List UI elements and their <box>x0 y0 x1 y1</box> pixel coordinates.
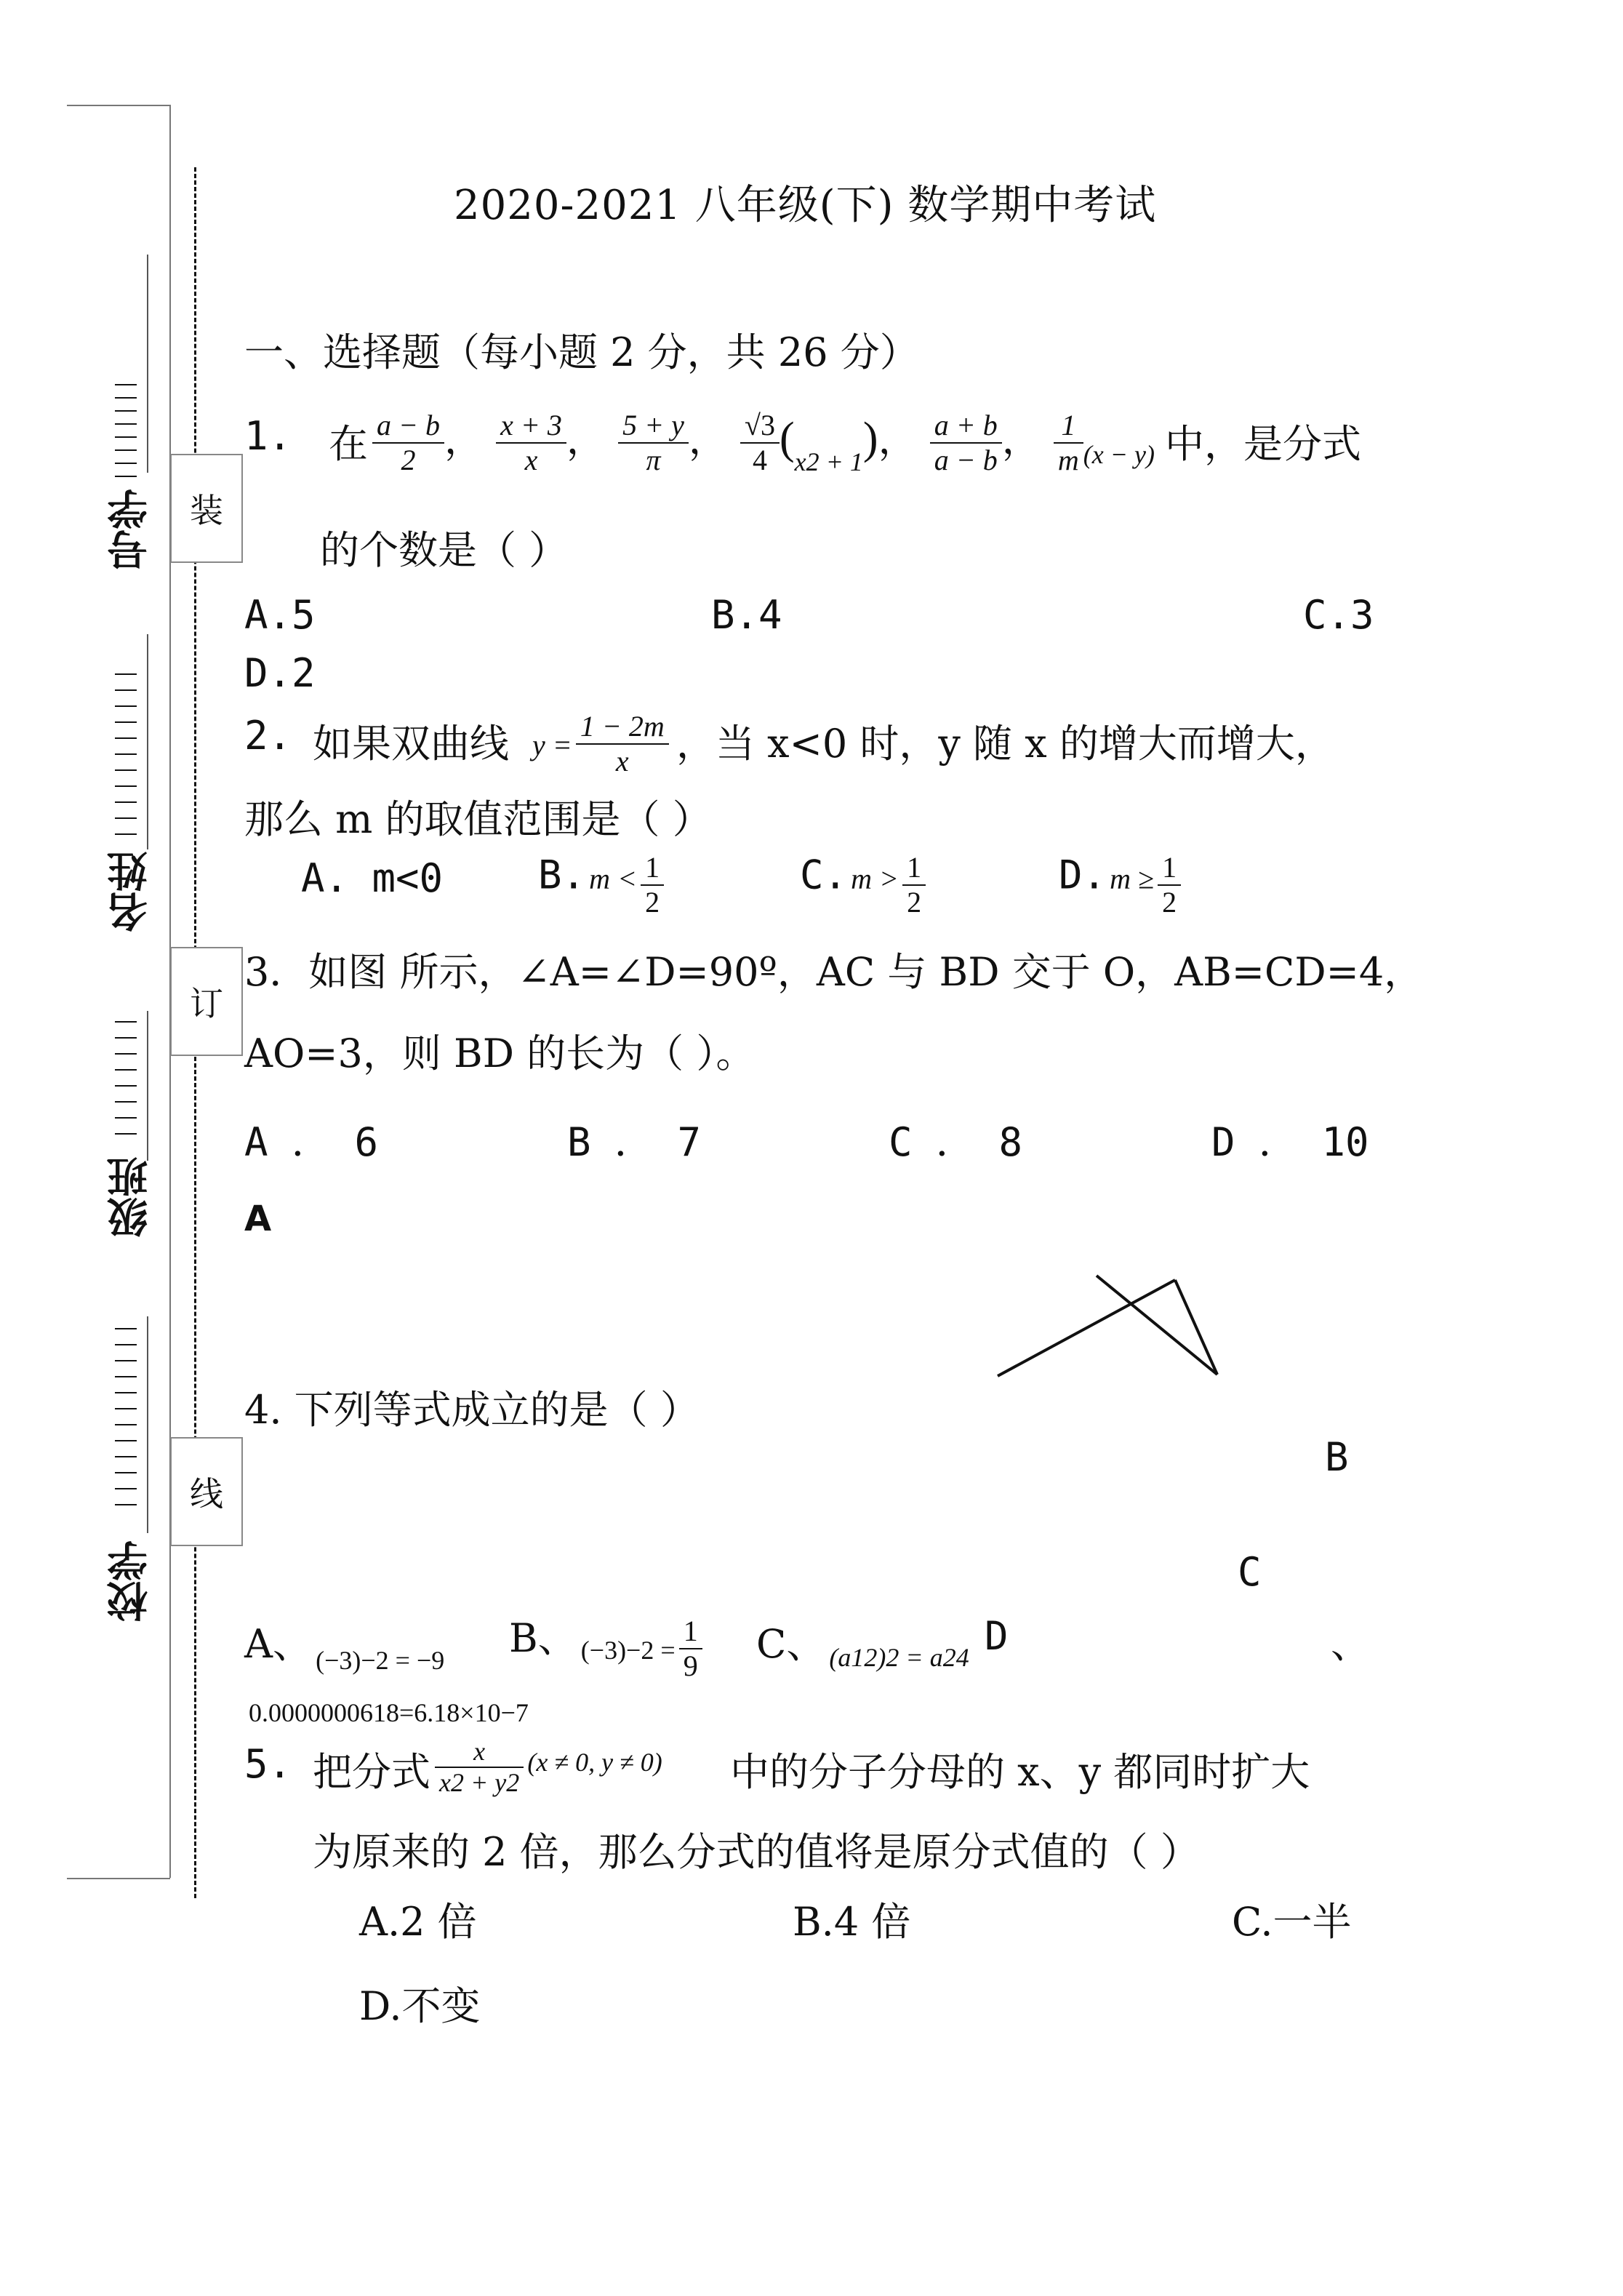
q2-option-d[interactable]: D. m ≥ $\frac{1}{2}$ <box>1059 851 1181 919</box>
q3-figure-side-cd <box>998 1276 1097 1376</box>
class-label: 级班 <box>107 1156 154 1238</box>
q4-option-b[interactable]: B、 (−3)−2 = $\frac{1}{9}$ <box>509 1607 702 1683</box>
q1-prefix: 在 <box>329 421 368 467</box>
q5-line-2: 为原来的 2 倍，那么分式的值将是原分式值的（ ） <box>313 1829 1200 1875</box>
q1-fraction-4: $\frac{√3}{4}$ <box>740 409 780 477</box>
binder-bottom-line <box>67 1878 170 1879</box>
binder-top-line <box>67 105 170 106</box>
seal-ding: 订 <box>170 947 243 1056</box>
school-label: 校学 <box>107 1540 154 1622</box>
section-heading: 一、选择题（每小题 2 分，共 26 分） <box>244 329 919 375</box>
seal-zhuang: 装 <box>170 454 243 563</box>
q5-option-c[interactable]: C.一半 <box>1232 1899 1352 1945</box>
exam-title: 2020-2021 八年级(下) 数学期中考试 <box>454 182 1157 229</box>
q2-equation: y = $\frac{1 - 2m}{x}$ <box>532 710 669 778</box>
q3-figure <box>989 1265 1229 1389</box>
q3-option-b[interactable]: B ． 7 <box>567 1119 702 1165</box>
q1-fraction-6: $\frac{1}{m}$ <box>1054 409 1083 477</box>
q1-option-a[interactable]: A.5 <box>244 592 316 638</box>
q1-fraction-3: $\frac{5 + y}{\pi}$ <box>618 409 689 477</box>
q2-prefix: 如果双曲线 <box>313 721 509 767</box>
q5-prefix: 把分式 <box>313 1749 430 1795</box>
q5-number: 5. <box>244 1741 292 1787</box>
name-label: 名姓 <box>107 851 154 932</box>
q3-option-d[interactable]: D ． 10 <box>1211 1119 1369 1165</box>
q2-number: 2. <box>244 713 292 759</box>
q3-option-a[interactable]: A ． 6 <box>244 1119 379 1165</box>
q2-option-c[interactable]: C. m > $\frac{1}{2}$ <box>800 851 926 919</box>
q1-option-d[interactable]: D.2 <box>244 650 316 696</box>
field-line-3 <box>147 1011 148 1161</box>
q4-option-a[interactable]: A、 (−3)−2 = −9 <box>244 1621 445 1675</box>
q1-expression-list: $\frac{a - b}{2}$ ， $\frac{x + 3}{x}$ ， $\frac{5 + y}{\pi}$ ， $\frac{√3}{4}$ $(_{x2 + 1})$， $\frac{a + b}{a - b}$ ， $\frac{1}{m}$ $_{(x - y)}$ <box>372 409 1155 477</box>
q2-suffix: ，当 x<0 时，y 随 x 的增大而增大， <box>676 721 1334 767</box>
q4-option-d-separator: 、 <box>1331 1621 1370 1667</box>
q4-line-1: 4. 下列等式成立的是（ ） <box>244 1387 700 1433</box>
q2-option-b[interactable]: B. m < $\frac{1}{2}$ <box>538 851 664 919</box>
q5-suffix: 中的分子分母的 x、y 都同时扩大 <box>730 1749 1310 1795</box>
q3-line-1: 3．如图 所示，∠A=∠D=90º，AC 与 BD 交于 O，AB=CD=4， <box>244 949 1424 995</box>
q2-line-2: 那么 m 的取值范围是（ ） <box>244 796 712 842</box>
q3-line-2: AO=3，则 BD 的长为（ ）。 <box>244 1031 756 1076</box>
q2-fraction: $\frac{1 - 2m}{x}$ <box>576 710 669 778</box>
q1-option-c[interactable]: C.3 <box>1303 592 1374 638</box>
q5-fraction-expression: $\frac{x}{x2 + y2}$ (x ≠ 0, y ≠ 0) <box>435 1737 662 1799</box>
q1-number: 1. <box>244 413 292 459</box>
figure-label-a: A <box>244 1199 272 1239</box>
field-line-4 <box>147 1316 148 1533</box>
q5-option-b[interactable]: B.4 倍 <box>793 1899 911 1945</box>
figure-label-b: B <box>1325 1434 1349 1480</box>
field-line-2 <box>147 634 148 849</box>
q1-line-2: 的个数是（ ） <box>320 527 569 573</box>
q1-fraction-5: $\frac{a + b}{a - b}$ <box>930 409 1002 477</box>
q1-fraction-6-tail: (x − y) <box>1083 440 1155 469</box>
q2-option-a[interactable]: A. m<0 <box>301 855 444 901</box>
q1-fraction-4-tail: x2 + 1 <box>794 447 863 476</box>
field-line-1 <box>147 255 148 473</box>
q5-fraction: $\frac{x}{x2 + y2}$ <box>435 1737 524 1799</box>
q4-option-d-expression: 0.0000000618=6.18×10−7 <box>249 1698 529 1727</box>
q3-figure-side-bd <box>1175 1280 1217 1375</box>
q5-option-a[interactable]: A.2 倍 <box>359 1899 477 1945</box>
q1-fraction-1: $\frac{a - b}{2}$ <box>372 409 444 477</box>
q4-option-d[interactable]: D <box>985 1613 1009 1659</box>
q1-suffix: 中，是分式 <box>1165 421 1361 467</box>
q3-figure-side-ab <box>998 1280 1175 1376</box>
q5-option-d[interactable]: D.不变 <box>359 1983 481 2029</box>
q4-option-c[interactable]: C、 (a12)2 = a24 <box>756 1621 969 1672</box>
q3-option-c[interactable]: C ． 8 <box>889 1119 1023 1165</box>
q1-option-b[interactable]: B.4 <box>711 592 782 638</box>
q1-fraction-2: $\frac{x + 3}{x}$ <box>496 409 566 477</box>
figure-label-c: C <box>1238 1549 1262 1595</box>
student-number-label: 号学 <box>107 489 154 570</box>
seal-xian: 线 <box>170 1437 243 1546</box>
